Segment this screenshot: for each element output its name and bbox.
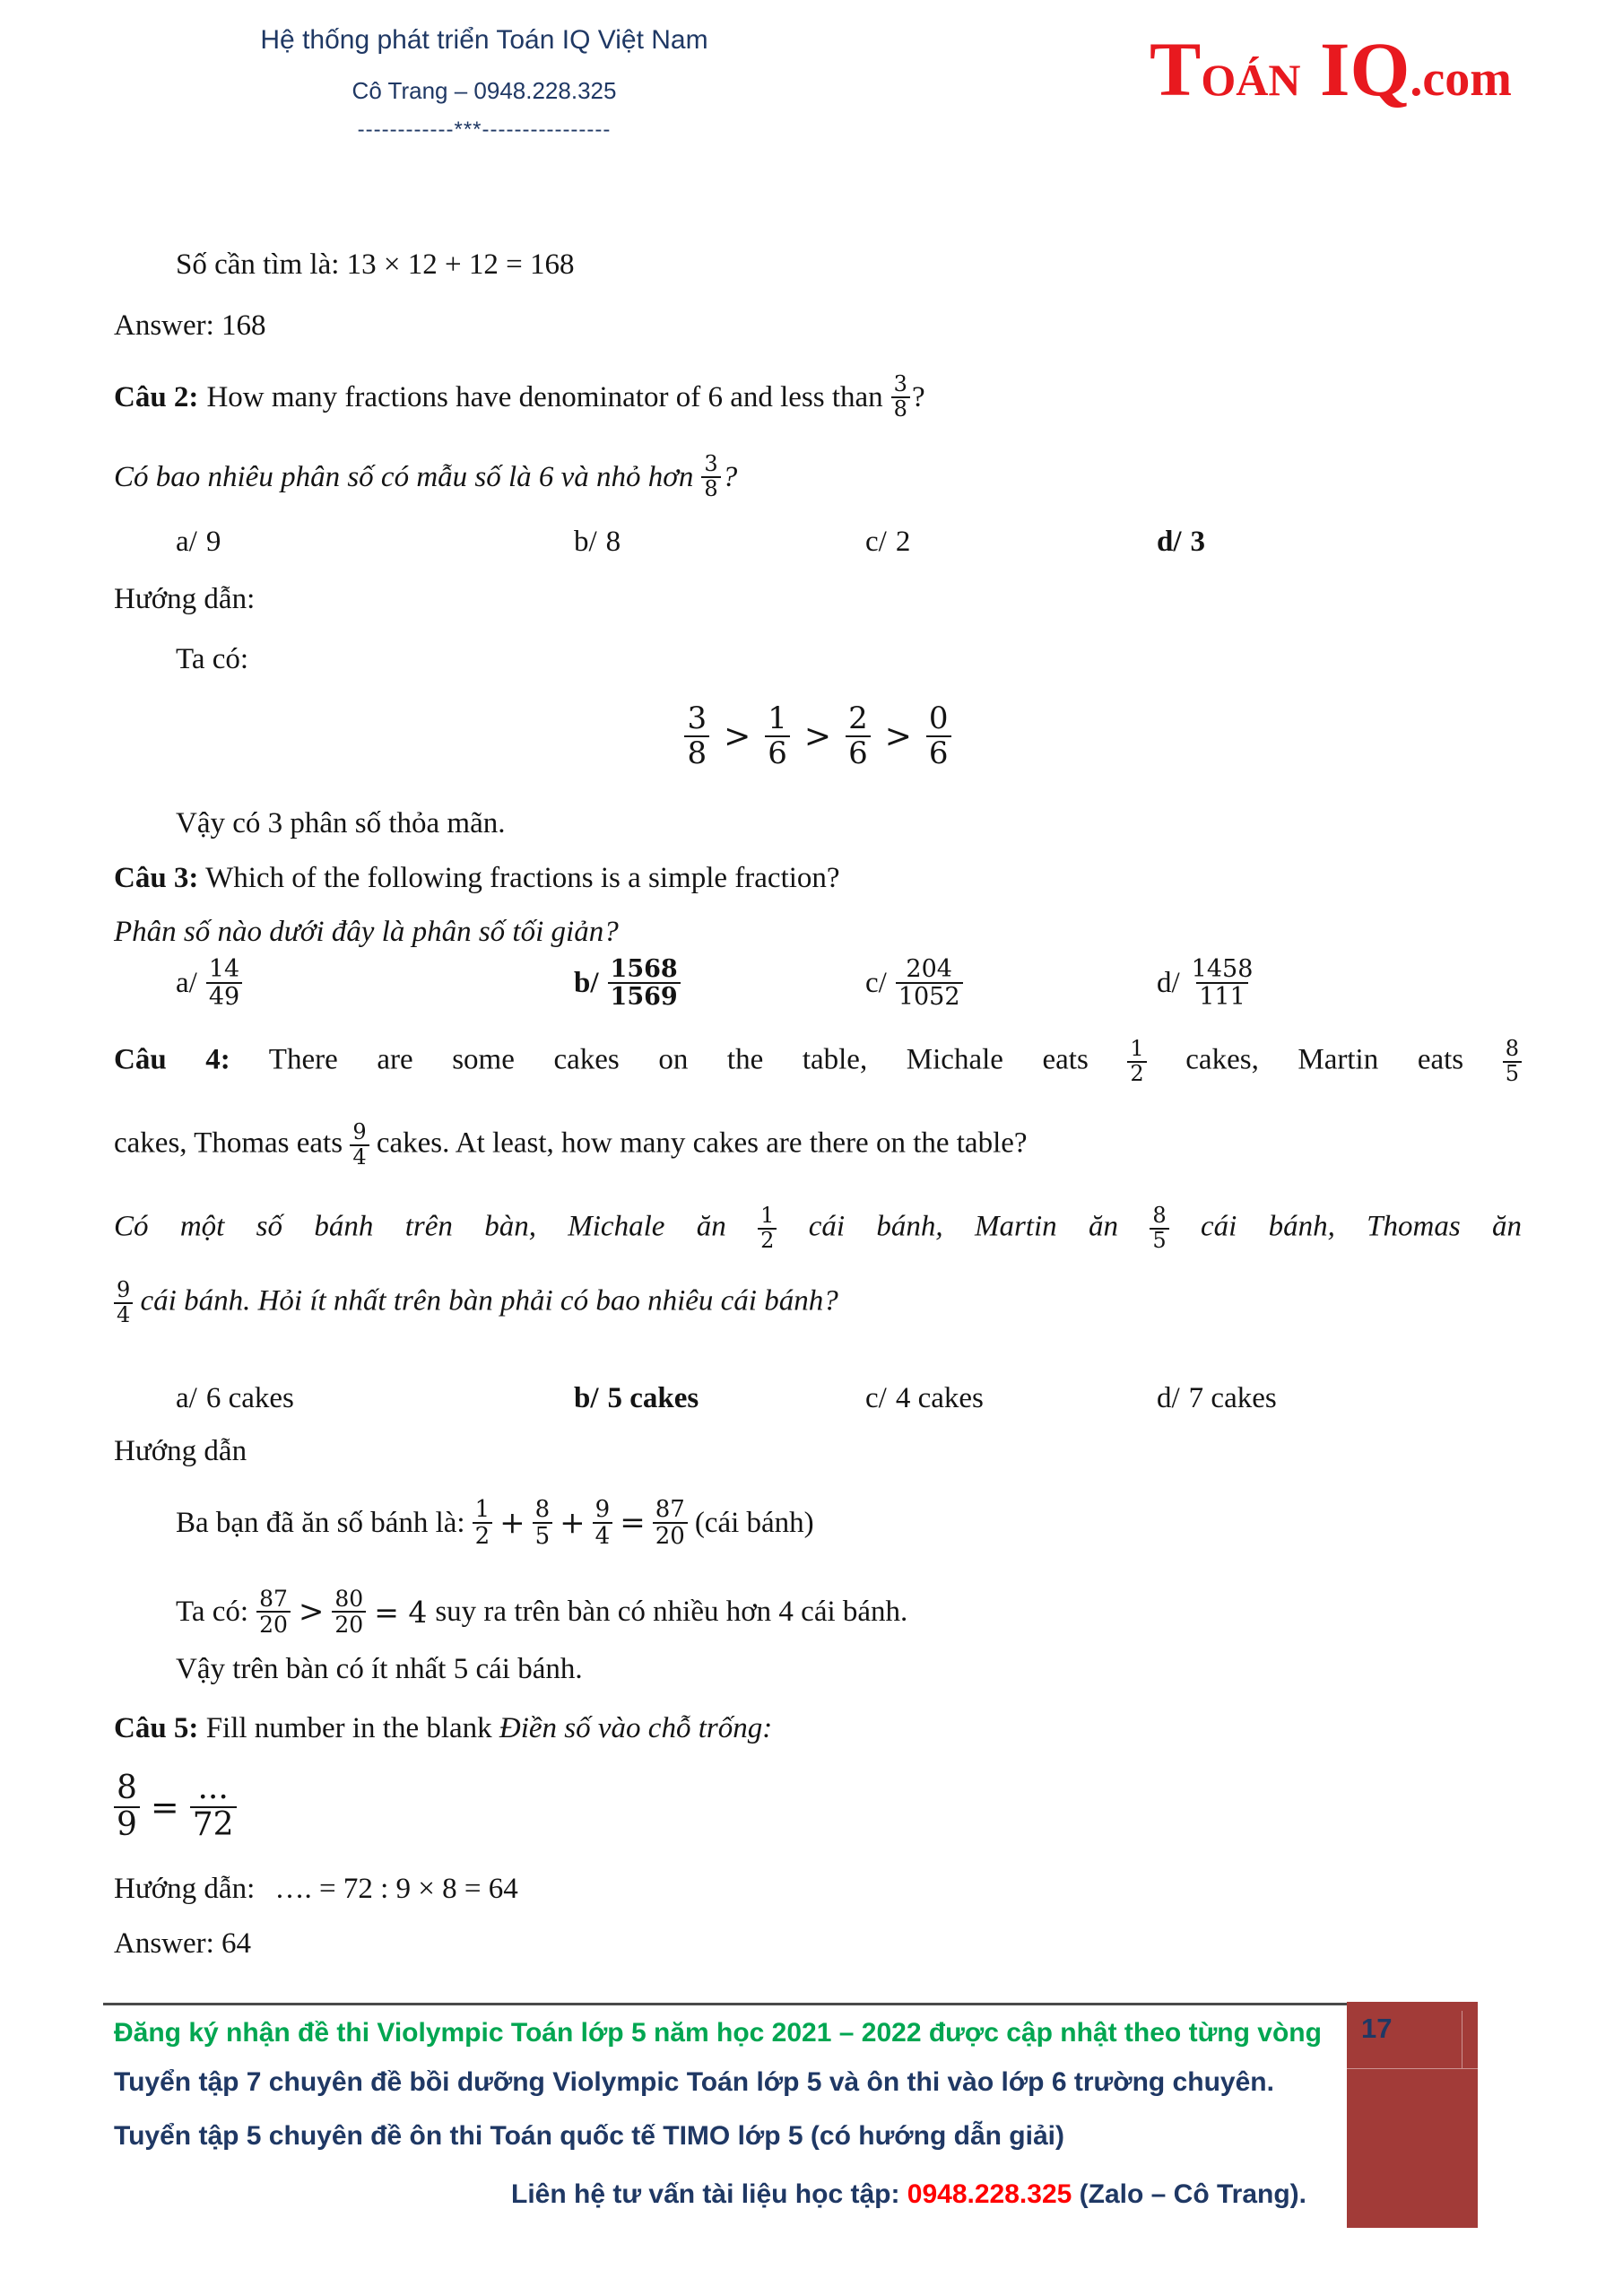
- fraction-1-2: $\frac{1}{2}$: [473, 1497, 493, 1549]
- question-2-english: Câu 2: How many fractions have denominator of 6 and less than $\frac{3}{8}$ ?: [114, 371, 925, 422]
- plus-sign: +: [560, 1505, 586, 1541]
- option-c: c/ $\frac{204}{1052}$: [865, 956, 963, 1010]
- fraction-1-2: $\frac{1}{2}$: [1127, 1038, 1146, 1086]
- taco-label-q2: Ta có:: [176, 643, 249, 675]
- fraction-1458-111: $\frac{1458}{111}$: [1191, 955, 1254, 1012]
- fraction-9-4: $\frac{9}{4}$: [350, 1121, 369, 1170]
- fraction-9-4: $\frac{9}{4}$: [114, 1279, 133, 1327]
- option-b-correct: b/ $\frac{1568}{1569}$: [574, 956, 681, 1010]
- question-label: Câu 2:: [114, 380, 199, 413]
- greater-than: >: [724, 718, 751, 755]
- conclusion-q4: Vậy trên bàn có ít nhất 5 cái bánh.: [176, 1653, 583, 1685]
- question-4-english-line2: cakes, Thomas eats $\frac{9}{4}$ cakes. At least, how many cakes are there on the table?: [114, 1119, 1028, 1170]
- equals-four: = 4: [374, 1594, 428, 1630]
- option-a: a/ 9: [176, 526, 221, 558]
- fraction-3-8: $\frac{3}{8}$: [701, 453, 720, 501]
- greater-than: >: [298, 1594, 325, 1630]
- conclusion-q2: Vậy có 3 phân số thỏa mãn.: [176, 807, 506, 839]
- sum-equation-q4: Ba bạn đã ăn số bánh là: $\frac{1}{2}$ + $\frac{8}{5}$ + $\frac{9}{4}$ = $\frac{87}{20}$ (cái bánh): [176, 1495, 814, 1550]
- question-5-line: Câu 5: Fill number in the blank Điền số vào chỗ trống:: [114, 1712, 773, 1744]
- guide-label-q2: Hướng dẫn:: [114, 583, 256, 615]
- solution-line-q1: Số cần tìm là: 13 × 12 + 12 = 168: [176, 248, 575, 281]
- fraction-8-5: $\frac{8}{5}$: [1503, 1038, 1522, 1086]
- toaniq-logo: [1150, 26, 1512, 112]
- option-d: d/ $\frac{1458}{111}$: [1157, 956, 1255, 1010]
- guide-line-q5: Hướng dẫn: …. = 72 : 9 × 8 = 64: [114, 1873, 518, 1905]
- footer-divider-line: [103, 2003, 1350, 2005]
- logo-part: IQ: [1300, 26, 1410, 112]
- contact-text: Liên hệ tư vấn tài liệu học tập:: [511, 2179, 907, 2209]
- fraction-1-2: $\frac{1}{2}$: [758, 1205, 777, 1253]
- fraction-3-8: $\frac{3}{8}$: [891, 373, 910, 422]
- option-b-correct: b/ 5 cakes: [574, 1382, 699, 1414]
- option-a: a/ $\frac{14}{49}$: [176, 956, 242, 1010]
- logo-part: T: [1150, 26, 1202, 112]
- question-label: Câu 3:: [114, 862, 199, 894]
- option-a: a/ 6 cakes: [176, 1382, 294, 1414]
- page-number-block: [1347, 2002, 1478, 2228]
- fraction-8-5: $\frac{8}{5}$: [1150, 1205, 1168, 1253]
- fraction-2-6: $\frac{2}{6}$: [846, 702, 871, 770]
- page-number: 17: [1361, 2013, 1393, 2044]
- question-label: Câu 4:: [114, 1043, 230, 1076]
- option-b: b/ 8: [574, 526, 621, 558]
- option-d-correct: d/ 3: [1157, 526, 1206, 558]
- fraction-8-5: $\frac{8}{5}$: [533, 1497, 553, 1549]
- fraction-3-8: $\frac{3}{8}$: [684, 702, 709, 770]
- contact-phone: 0948.228.325: [907, 2179, 1072, 2209]
- answer-q5: Answer: 64: [114, 1927, 252, 1960]
- compare-equation-q4: Ta có: $\frac{87}{20}$ > $\frac{80}{20}$ = 4 suy ra trên bàn có nhiều hơn 4 cái bánh.: [176, 1586, 908, 1638]
- answer-q1: Answer: 168: [114, 309, 266, 342]
- fraction-9-4: $\frac{9}{4}$: [593, 1497, 613, 1549]
- options-q3: [0, 956, 1623, 1049]
- fraction-blank-72: $\frac{...}{72}$: [190, 1771, 237, 1843]
- fraction-14-49: $\frac{14}{49}$: [206, 956, 242, 1010]
- header-org-block: [206, 25, 762, 143]
- footer-line-4: [114, 2179, 1306, 2210]
- footer-line-2: Tuyển tập 7 chuyên đề bồi dưỡng Violympic Toán lớp 5 và ôn thi vào lớp 6 trường chuyên.: [114, 2067, 1274, 2097]
- footer-line-3: Tuyển tập 5 chuyên đề ôn thi Toán quốc tế TIMO lớp 5 (có hướng dẫn giải): [114, 2121, 1064, 2151]
- fraction-87-20: $\frac{87}{20}$: [653, 1497, 688, 1549]
- question-3-english: Câu 3: Which of the following fractions is a simple fraction?: [114, 862, 840, 894]
- fraction-80-20: $\frac{80}{20}$: [332, 1587, 366, 1637]
- block-grid-line: [1347, 2068, 1478, 2069]
- question-4-vietnamese-line2: $\frac{9}{4}$ cái bánh. Hỏi ít nhất trên bàn phải có bao nhiêu cái bánh?: [114, 1279, 1522, 1327]
- fraction-0-6: $\frac{0}{6}$: [926, 702, 951, 770]
- fraction-87-20: $\frac{87}{20}$: [256, 1587, 291, 1637]
- equals-sign: =: [150, 1787, 179, 1827]
- question-4-english-line1: Câu 4: There are some cakes on the table, Michale eats $\frac{1}{2}$ cakes, Martin eats $\frac{8}{5}$: [114, 1038, 1522, 1086]
- greater-than: >: [884, 718, 912, 755]
- contact-text: (Zalo – Cô Trang).: [1072, 2179, 1306, 2209]
- option-c: c/ 2: [865, 526, 911, 558]
- equation-q5: [114, 1757, 237, 1857]
- org-name: Hệ thống phát triển Toán IQ Việt Nam: [260, 25, 708, 55]
- equals-sign: =: [620, 1505, 646, 1541]
- fraction-1568-1569: $\frac{1568}{1569}$: [608, 956, 681, 1010]
- fraction-1-6: $\frac{1}{6}$: [765, 702, 790, 770]
- guide-label-q4: Hướng dẫn: [114, 1435, 247, 1467]
- org-contact: Cô Trang – 0948.228.325: [352, 77, 617, 104]
- header-divider-dashes: ------------***----------------: [357, 117, 612, 142]
- option-d: d/ 7 cakes: [1157, 1382, 1277, 1414]
- fraction-comparison-q2: [114, 688, 1522, 785]
- plus-sign: +: [499, 1505, 525, 1541]
- fraction-8-9: $\frac{8}{9}$: [114, 1771, 140, 1843]
- logo-part: OÁN: [1201, 55, 1301, 105]
- footer-line-1: Đăng ký nhận đề thi Violympic Toán lớp 5 năm học 2021 – 2022 được cập nhật theo từng vòng: [114, 2018, 1322, 2048]
- question-label: Câu 5:: [114, 1712, 199, 1744]
- option-c: c/ 4 cakes: [865, 1382, 984, 1414]
- question-4-vietnamese-line1: Có một số bánh trên bàn, Michale ăn $\frac{1}{2}$ cái bánh, Martin ăn $\frac{8}{5}$ cái bánh, Thomas ăn: [114, 1203, 1523, 1253]
- question-3-vietnamese: Phân số nào dưới đây là phân số tối giản?: [114, 916, 619, 948]
- logo-part: .com: [1410, 51, 1512, 107]
- greater-than: >: [803, 718, 832, 755]
- fraction-204-1052: $\frac{204}{1052}$: [896, 956, 963, 1010]
- question-2-vietnamese: Có bao nhiêu phân số có mẫu số là 6 và nhỏ hơn $\frac{3}{8}$ ?: [114, 451, 738, 501]
